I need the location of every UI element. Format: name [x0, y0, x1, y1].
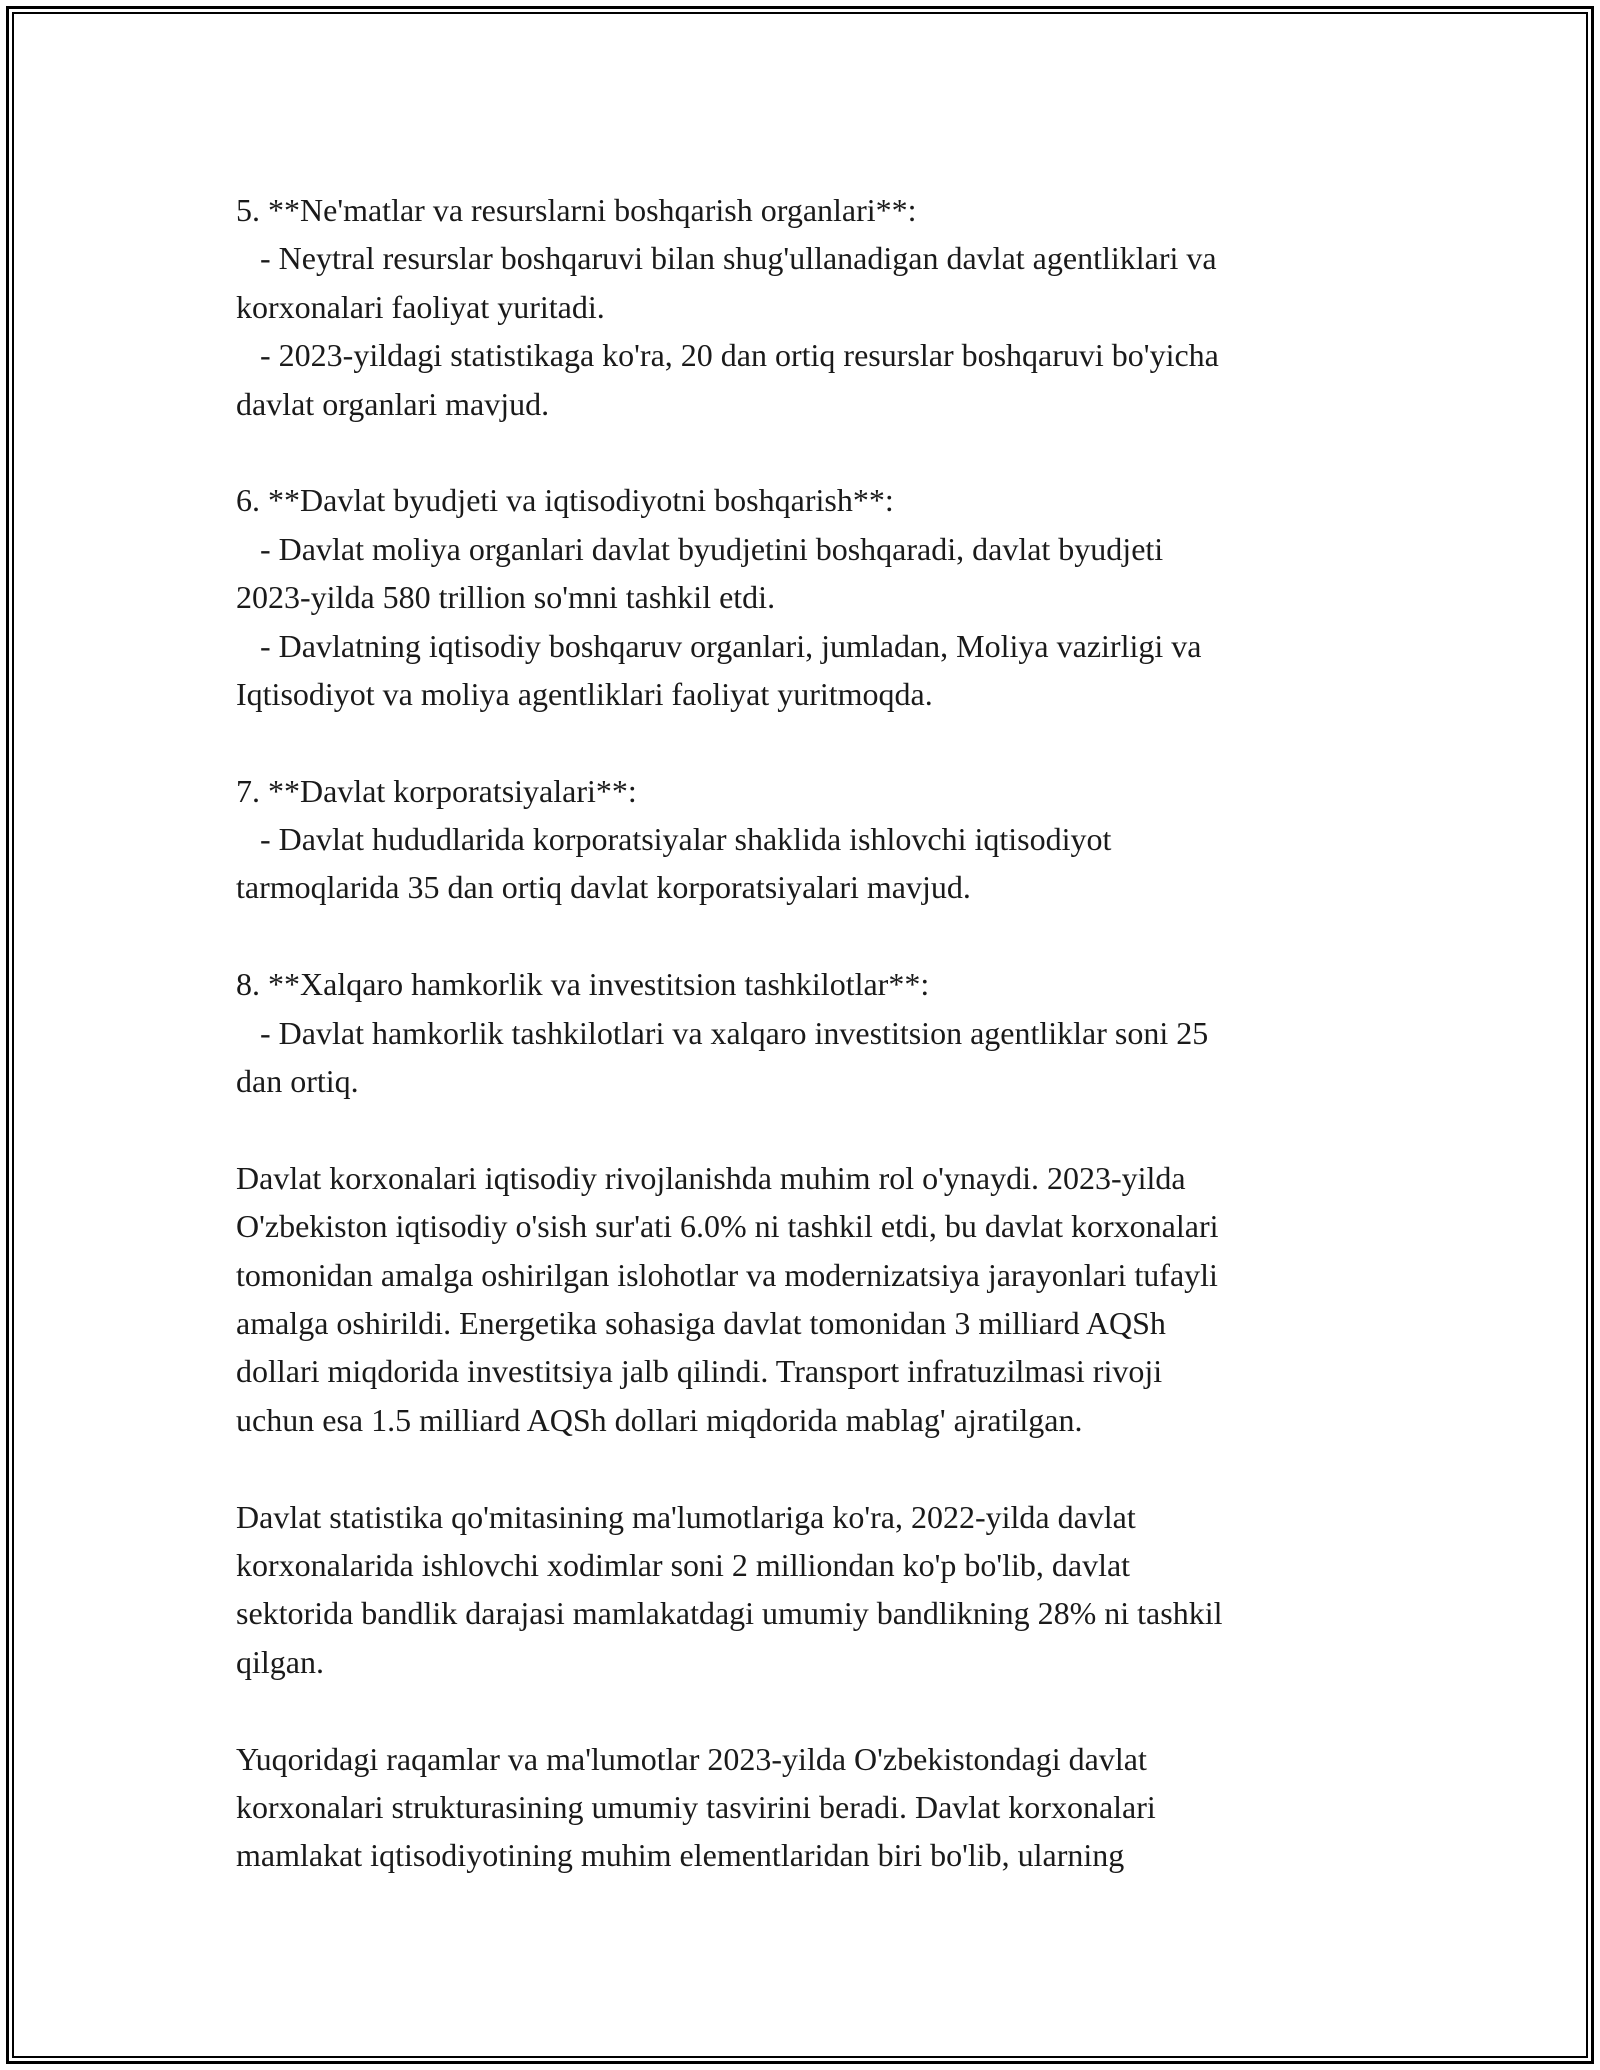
- paragraph-line: mamlakat iqtisodiyotining muhim elementlaridan biri bo'lib, ularning: [236, 1837, 1125, 1874]
- paragraph-line: tomonidan amalga oshirilgan islohotlar va modernizatsiya jarayonlari tufayli: [236, 1256, 1218, 1293]
- paragraph-line: Davlat korxonalari iqtisodiy rivojlanishda muhim rol o'ynaydi. 2023-yilda: [236, 1159, 1186, 1196]
- paragraph-line: dollari miqdorida investitsiya jalb qilindi. Transport infratuzilmasi rivoji: [236, 1353, 1163, 1390]
- section-heading: 8. **Xalqaro hamkorlik va investitsion tashkilotlar**:: [236, 966, 930, 1003]
- section-heading: 6. **Davlat byudjeti va iqtisodiyotni boshqarish**:: [236, 482, 894, 519]
- bullet-line: - Neytral resurslar boshqaruvi bilan shug'ullanadigan davlat agentliklari va: [236, 240, 1217, 277]
- section-8: [236, 960, 1396, 1105]
- spacer: [236, 1444, 1396, 1492]
- section-6: [236, 476, 1396, 718]
- bullet-line: - 2023-yildagi statistikaga ko'ra, 20 dan ortiq resurslar boshqaruvi bo'yicha: [236, 337, 1219, 374]
- bullet-line: davlat organlari mavjud.: [236, 385, 550, 422]
- spacer: [236, 912, 1396, 960]
- spacer: [236, 428, 1396, 476]
- bullet-line: tarmoqlarida 35 dan ortiq davlat korporatsiyalari mavjud.: [236, 869, 971, 906]
- bullet-line: dan ortiq.: [236, 1063, 359, 1100]
- paragraph-3: [236, 1735, 1396, 1880]
- bullet-line: - Davlat hududlarida korporatsiyalar shaklida ishlovchi iqtisodiyot: [236, 821, 1112, 858]
- section-heading: 5. **Ne'matlar va resurslarni boshqarish organlari**:: [236, 192, 917, 228]
- spacer: [236, 718, 1396, 766]
- paragraph-line: O'zbekiston iqtisodiy o'sish sur'ati 6.0% ni tashkil etdi, bu davlat korxonalari: [236, 1208, 1219, 1245]
- document-body: [236, 186, 1396, 1880]
- paragraph-line: qilgan.: [236, 1643, 324, 1680]
- paragraph-1: [236, 1154, 1396, 1444]
- paragraph-line: korxonalarida ishlovchi xodimlar soni 2 milliondan ko'p bo'lib, davlat: [236, 1546, 1131, 1583]
- paragraph-line: korxonalari strukturasining umumiy tasvirini beradi. Davlat korxonalari: [236, 1788, 1156, 1825]
- paragraph-line: Davlat statistika qo'mitasining ma'lumotlariga ko'ra, 2022-yilda davlat: [236, 1498, 1136, 1535]
- bullet-line: Iqtisodiyot va moliya agentliklari faoliyat yuritmoqda.: [236, 675, 933, 712]
- spacer: [236, 1105, 1396, 1153]
- paragraph-line: Yuqoridagi raqamlar va ma'lumotlar 2023-yilda O'zbekistondagi davlat: [236, 1740, 1147, 1777]
- section-5: [236, 186, 1396, 428]
- bullet-line: - Davlat hamkorlik tashkilotlari va xalqaro investitsion agentliklar soni 25: [236, 1014, 1209, 1051]
- section-heading: 7. **Davlat korporatsiyalari**:: [236, 772, 637, 809]
- bullet-line: - Davlat moliya organlari davlat byudjetini boshqaradi, davlat byudjeti: [236, 530, 1164, 567]
- paragraph-line: sektorida bandlik darajasi mamlakatdagi umumiy bandlikning 28% ni tashkil: [236, 1595, 1223, 1632]
- bullet-line: korxonalari faoliyat yuritadi.: [236, 288, 605, 325]
- section-7: [236, 767, 1396, 912]
- paragraph-line: uchun esa 1.5 milliard AQSh dollari miqdorida mablag' ajratilgan.: [236, 1401, 1083, 1438]
- spacer: [236, 1686, 1396, 1734]
- paragraph-line: amalga oshirildi. Energetika sohasiga davlat tomonidan 3 milliard AQSh: [236, 1304, 1166, 1341]
- bullet-line: - Davlatning iqtisodiy boshqaruv organlari, jumladan, Moliya vazirligi va: [236, 627, 1202, 664]
- bullet-line: 2023-yilda 580 trillion so'mni tashkil etdi.: [236, 579, 776, 616]
- paragraph-2: [236, 1493, 1396, 1687]
